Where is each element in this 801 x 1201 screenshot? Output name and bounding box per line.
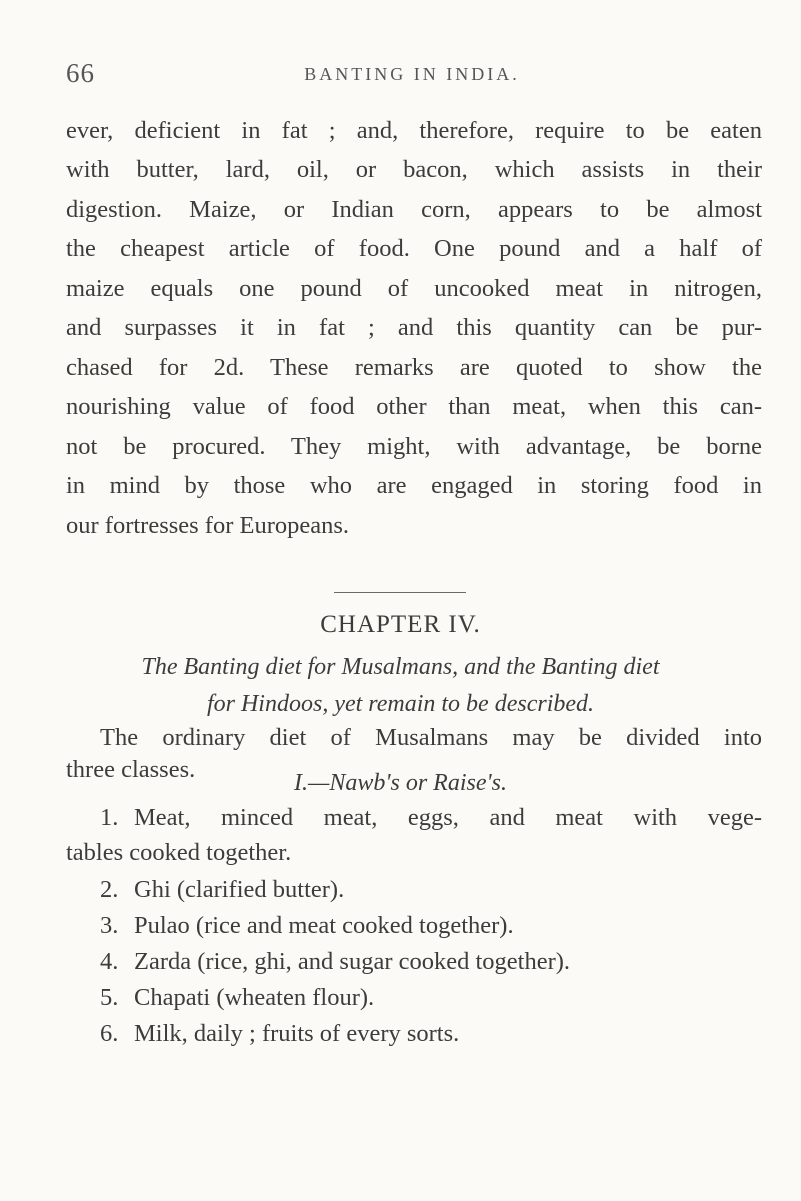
text-line: maize equals one pound of uncooked meat in nitrogen,: [66, 275, 762, 302]
text-line: ever, deficient in fat ; and, therefore, require to be eaten: [66, 117, 762, 144]
text-line: not be procured. They might, with advantage, be borne: [66, 433, 762, 460]
list-item-number: 6.: [100, 1020, 119, 1047]
list-item: [100, 804, 762, 832]
list-item: [100, 984, 374, 1012]
list-item-number: 4.: [100, 948, 119, 975]
text-line: digestion. Maize, or Indian corn, appears to be almost: [66, 196, 762, 223]
text-line: chased for 2d. These remarks are quoted to show the: [66, 354, 762, 381]
list-item-number: 3.: [100, 912, 119, 939]
list-item: [100, 948, 570, 976]
page-number: 66: [66, 58, 95, 88]
chapter-subtitle-line-1: The Banting diet for Musalmans, and the Banting diet: [141, 654, 660, 680]
text-line: our fortresses for Europeans.: [66, 512, 350, 539]
list-item-number: 5.: [100, 984, 119, 1011]
list-item: [100, 912, 514, 940]
list-item: [100, 876, 344, 904]
chapter-subtitle-line-2: for Hindoos, yet remain to be described.: [206, 691, 595, 717]
text-line: three classes.: [66, 756, 196, 783]
page-header: [66, 58, 758, 98]
running-head: BANTING IN INDIA.: [304, 64, 520, 84]
list-item-text: Zarda (rice, ghi, and sugar cooked together).: [134, 948, 571, 975]
list-item-text: Milk, daily ; fruits of every sorts.: [134, 1020, 460, 1047]
section-divider: [334, 592, 466, 593]
list-item-number: 1.: [100, 804, 119, 831]
text-line: in mind by those who are engaged in storing food in: [66, 472, 762, 499]
section-heading: I.—Nawb's or Raise's.: [294, 770, 507, 796]
chapter-title: CHAPTER IV.: [320, 611, 481, 638]
text-line: nourishing value of food other than meat, when this can-: [66, 393, 762, 420]
text-line: with butter, lard, oil, or bacon, which assists in their: [66, 156, 762, 183]
text-line: and surpasses it in fat ; and this quantity can be pur-: [66, 314, 762, 341]
list-item-text: Meat, minced meat, eggs, and meat with vege-: [134, 804, 762, 831]
text-line: The ordinary diet of Musalmans may be divided into: [100, 724, 762, 751]
list-item-text: Chapati (wheaten flour).: [134, 984, 375, 1011]
list-item-continuation: tables cooked together.: [66, 839, 292, 866]
list-item-number: 2.: [100, 876, 119, 903]
list-item: [100, 1020, 459, 1048]
list-item-text: Ghi (clarified butter).: [134, 876, 345, 903]
text-line: the cheapest article of food. One pound and a half of: [66, 235, 762, 262]
list-item-text: Pulao (rice and meat cooked together).: [134, 912, 514, 939]
